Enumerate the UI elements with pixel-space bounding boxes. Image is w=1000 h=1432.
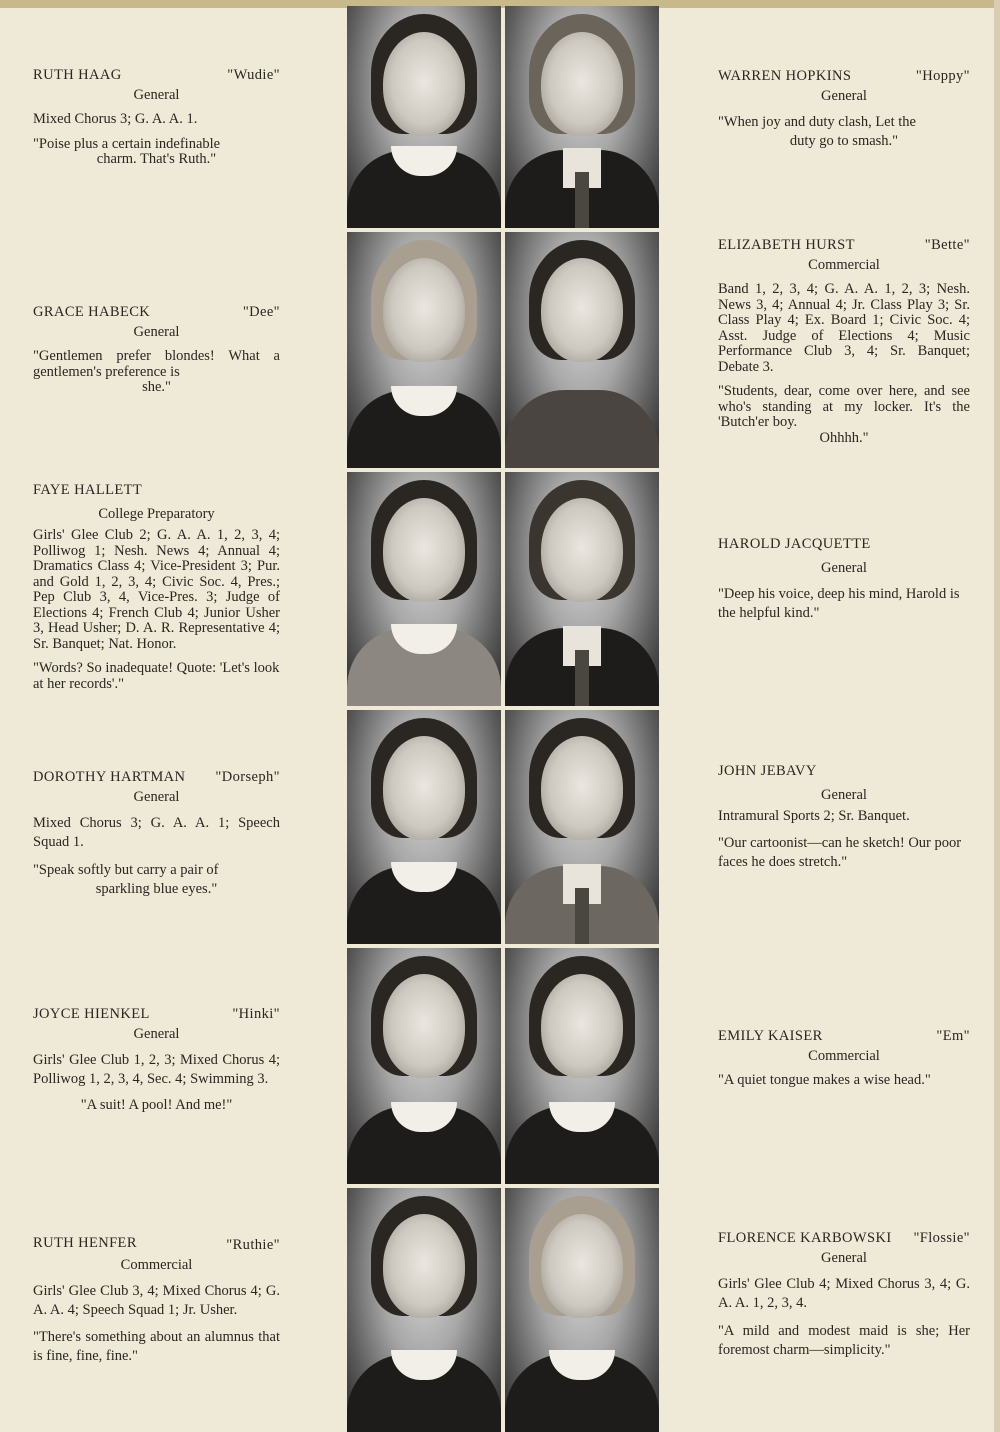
student-nickname: "Hinki" (232, 1006, 280, 1022)
student-quote: "Deep his voice, deep his mind, Harold is the helpful kind." (718, 586, 960, 621)
portrait-florence-karbowski (505, 1188, 659, 1432)
student-name: GRACE HABECK (33, 304, 151, 320)
student-nickname: "Flossie" (913, 1230, 970, 1246)
entry-joyce-hienkel (33, 1007, 280, 1114)
student-activities: Girls' Glee Club 1, 2, 3; Mixed Chorus 4; Polliwog 1, 2, 3, 4, Sec. 4; Swimming 3. (33, 1052, 280, 1087)
student-activities: Girls' Glee Club 3, 4; Mixed Chorus 4; G. A. A. 4; Speech Squad 1; Jr. Usher. (33, 1283, 280, 1318)
student-name: RUTH HAAG (33, 67, 122, 83)
student-nickname: "Dee" (242, 304, 280, 320)
student-quote: "There's something about an alumnus that is fine, fine, fine." (33, 1329, 280, 1364)
student-activities: Intramural Sports 2; Sr. Banquet. (718, 808, 910, 824)
portrait-faye-hallett (347, 472, 501, 706)
student-quote: "When joy and duty clash, Let the duty go to smash." (718, 114, 916, 149)
entry-faye-hallett (33, 483, 280, 692)
entry-florence-karbowski (718, 1231, 970, 1360)
student-quote: "Students, dear, come over here, and see who's standing at my locker. It's the 'Butch'er boy. Ohhhh." (718, 383, 970, 446)
student-name: JOYCE HIENKEL (33, 1006, 150, 1022)
student-activities: Band 1, 2, 3, 4; G. A. A. 1, 2, 3; Nesh. News 3, 4; Annual 4; Jr. Class Play 3; Sr. Class Play 4; Ex. Board 1; Civic Soc. 4; Asst. Judge of Elections 4; Music Performance Club 3, 4; Sr. Banquet; Debate 3. (718, 281, 970, 375)
student-quote: "Gentlemen prefer blondes! What a gentlemen's preference is she." (33, 348, 280, 395)
student-course: General (821, 1249, 867, 1266)
student-nickname: "Em" (936, 1028, 970, 1044)
student-course: Commercial (120, 1256, 193, 1273)
entry-warren-hopkins (718, 69, 970, 151)
entry-harold-jacquette (718, 537, 970, 623)
entry-grace-habeck (33, 305, 280, 396)
portrait-ruth-henfer (347, 1188, 501, 1432)
student-nickname: "Dorseph" (215, 769, 280, 785)
portrait-john-jebavy (505, 710, 659, 944)
portrait-warren-hopkins (505, 6, 659, 228)
student-quote: "A suit! A pool! And me!" (80, 1097, 233, 1113)
student-nickname: "Wudie" (227, 67, 280, 83)
student-name: DOROTHY HARTMAN (33, 769, 186, 785)
student-activities: Mixed Chorus 3; G. A. A. 1. (33, 111, 198, 127)
student-course: Commercial (808, 256, 880, 273)
student-name: FLORENCE KARBOWSKI (718, 1230, 892, 1246)
student-activities: Girls' Glee Club 2; G. A. A. 1, 2, 3, 4; Polliwog 1; Nesh. News 4; Annual 4; Dramatics Class 4; Vice-President 3; Pur. and Gold 1, 2, 3, 4; Civic Soc. 4, Pres.; Pep Club 3, 4, Vice-Pres. 3; Judge of Elections 4; French Club 4; Junior Usher 3, Head Usher; D. A. R. Representative 4; Sr. Banquet; Nat. Honor. (33, 527, 280, 652)
portrait-column (343, 6, 663, 1432)
entry-ruth-haag (33, 68, 280, 168)
student-activities: Girls' Glee Club 4; Mixed Chorus 3, 4; G. A. A. 1, 2, 3, 4. (718, 1276, 970, 1311)
student-quote: "Poise plus a certain indefinable charm. That's Ruth." (33, 135, 221, 167)
student-quote: "Words? So inadequate! Quote: 'Let's look at her records'." (33, 660, 280, 692)
student-name: RUTH HENFER (33, 1235, 137, 1251)
portrait-emily-kaiser (505, 948, 659, 1184)
student-course: General (821, 559, 867, 576)
student-course: General (133, 323, 180, 340)
portrait-grace-habeck (347, 232, 501, 468)
student-name: ELIZABETH HURST (718, 237, 855, 253)
student-nickname: "Ruthie" (226, 1237, 280, 1253)
student-name: JOHN JEBAVY (718, 763, 817, 779)
entry-dorothy-hartman (33, 770, 280, 899)
student-course: General (821, 87, 867, 104)
entry-john-jebavy (718, 764, 970, 872)
entry-elizabeth-hurst (718, 238, 970, 446)
portrait-ruth-haag (347, 6, 501, 228)
student-course: General (133, 1025, 180, 1042)
portrait-joyce-hienkel (347, 948, 501, 1184)
student-nickname: "Hoppy" (915, 68, 970, 84)
student-name: HAROLD JACQUETTE (718, 536, 871, 552)
student-quote: "A quiet tongue makes a wise head." (718, 1072, 931, 1088)
student-activities: Mixed Chorus 3; G. A. A. 1; Speech Squad 1. (33, 815, 280, 850)
student-quote: "Speak softly but carry a pair of sparkling blue eyes." (33, 862, 219, 897)
portrait-elizabeth-hurst (505, 232, 659, 468)
student-quote: "Our cartoonist—can he sketch! Our poor faces he does stretch." (718, 834, 962, 870)
student-name: WARREN HOPKINS (718, 68, 852, 84)
entry-emily-kaiser (718, 1029, 970, 1089)
entry-ruth-henfer (33, 1236, 280, 1365)
student-nickname: "Bette" (924, 237, 970, 253)
student-name: EMILY KAISER (718, 1028, 823, 1044)
student-quote: "A mild and modest maid is she; Her foremost charm—simplicity." (718, 1323, 970, 1358)
student-course: Commercial (808, 1047, 880, 1064)
portrait-harold-jacquette (505, 472, 659, 706)
page-right-edge (994, 0, 1000, 1432)
portrait-dorothy-hartman (347, 710, 501, 944)
student-name: FAYE HALLETT (33, 482, 143, 498)
student-course: College Preparatory (98, 505, 215, 522)
student-course: General (133, 788, 180, 805)
student-course: General (133, 86, 180, 103)
student-course: General (821, 786, 867, 803)
